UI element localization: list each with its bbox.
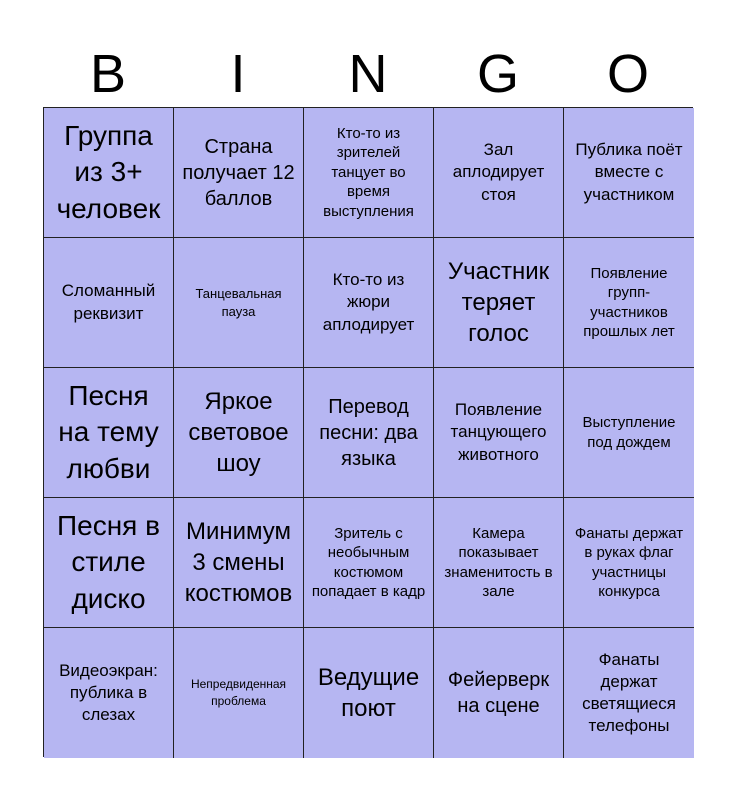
bingo-cell[interactable]: Участник теряет голос bbox=[434, 238, 564, 368]
bingo-cell[interactable]: Сломанный реквизит bbox=[44, 238, 174, 368]
bingo-cell[interactable]: Выступление под дождем bbox=[564, 368, 694, 498]
bingo-cell[interactable]: Фанаты держат в руках флаг участницы конкурса bbox=[564, 498, 694, 628]
bingo-cell[interactable]: Видеоэкран: публика в слезах bbox=[44, 628, 174, 758]
bingo-cell[interactable]: Непредвиденная проблема bbox=[174, 628, 304, 758]
bingo-cell[interactable]: Группа из 3+ человек bbox=[44, 108, 174, 238]
bingo-cell[interactable]: Песня на тему любви bbox=[44, 368, 174, 498]
header-letter-o: O bbox=[606, 44, 649, 104]
bingo-cell[interactable]: Минимум 3 смены костюмов bbox=[174, 498, 304, 628]
bingo-cell[interactable]: Камера показывает знаменитость в зале bbox=[434, 498, 564, 628]
bingo-header bbox=[43, 40, 693, 108]
bingo-cell[interactable]: Публика поёт вместе с участником bbox=[564, 108, 694, 238]
bingo-cell[interactable]: Страна получает 12 баллов bbox=[174, 108, 304, 238]
bingo-cell[interactable]: Фейерверк на сцене bbox=[434, 628, 564, 758]
bingo-cell[interactable]: Яркое световое шоу bbox=[174, 368, 304, 498]
header-letter-g: G bbox=[476, 44, 519, 104]
bingo-cell[interactable]: Зритель с необычным костюмом попадает в кадр bbox=[304, 498, 434, 628]
bingo-cell[interactable]: Песня в стиле диско bbox=[44, 498, 174, 628]
bingo-cell[interactable]: Кто-то из жюри аплодирует bbox=[304, 238, 434, 368]
header-letter-i: I bbox=[230, 44, 246, 104]
bingo-cell[interactable]: Кто-то из зрителей танцует во время выступления bbox=[304, 108, 434, 238]
bingo-cell[interactable]: Фанаты держат светящиеся телефоны bbox=[564, 628, 694, 758]
bingo-cell[interactable]: Появление танцующего животного bbox=[434, 368, 564, 498]
header-letter-n: N bbox=[348, 44, 388, 104]
bingo-cell[interactable]: Танцевальная пауза bbox=[174, 238, 304, 368]
bingo-cell[interactable]: Появление групп-участников прошлых лет bbox=[564, 238, 694, 368]
bingo-cell[interactable]: Перевод песни: два языка bbox=[304, 368, 434, 498]
bingo-cell[interactable]: Зал аплодирует стоя bbox=[434, 108, 564, 238]
header-letter-b: B bbox=[89, 44, 127, 104]
bingo-board bbox=[43, 107, 693, 757]
bingo-cell[interactable]: Ведущие поют bbox=[304, 628, 434, 758]
